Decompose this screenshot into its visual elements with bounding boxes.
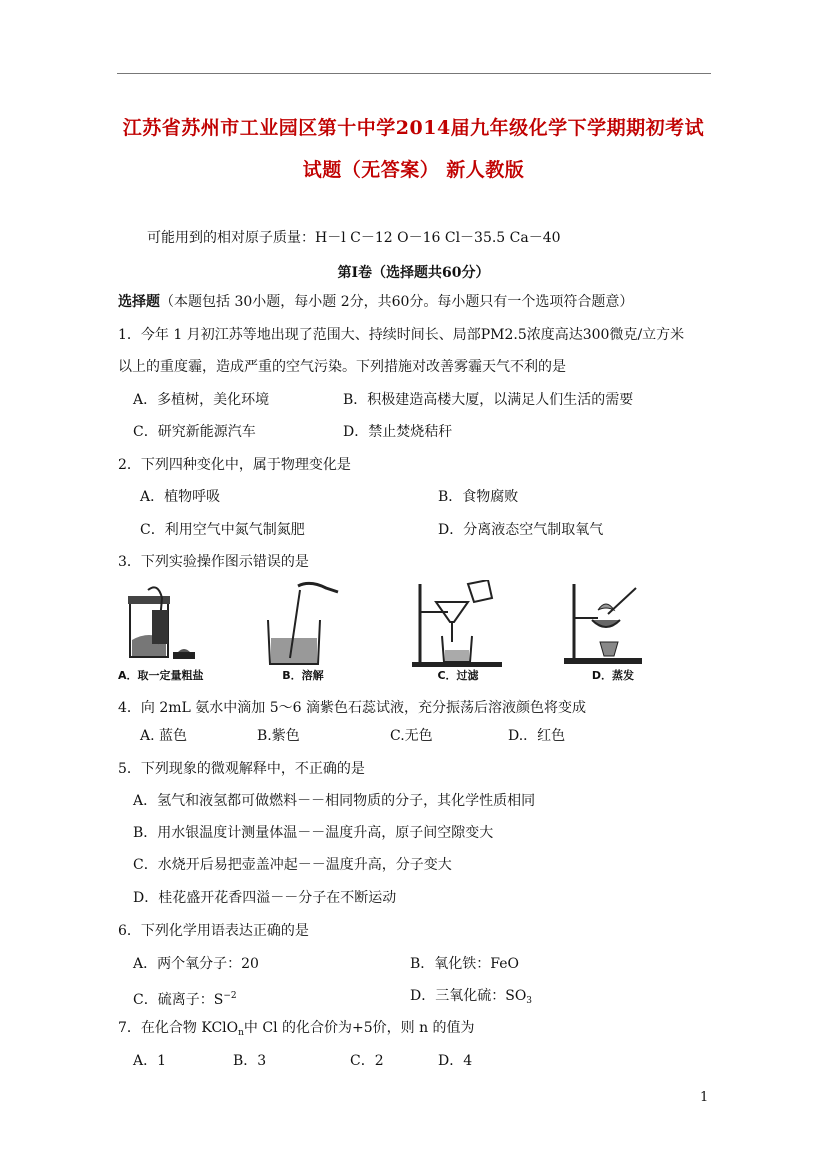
q4-option-a: A. 蓝色 bbox=[140, 728, 188, 744]
q6-option-d bbox=[410, 987, 532, 1010]
q4-stem: 4．向 2mL 氨水中滴加 5～6 滴紫色石蕊试液，充分振荡后溶液颜色将变成 bbox=[118, 700, 587, 716]
q6-option-c-text: C．硫离子：S bbox=[133, 992, 224, 1008]
q6-option-d-text: D．三氧化硫：SO bbox=[410, 988, 527, 1004]
q3-figure-b bbox=[258, 580, 348, 685]
q1-stem-line1: 1．今年 1 月初江苏等地出现了范围大、持续时间长、局部PM2.5浓度高达300微克/立方米 bbox=[118, 327, 685, 343]
q4-option-d: D.．红色 bbox=[508, 728, 566, 744]
q7-stem-pre: 7．在化合物 KClO bbox=[118, 1020, 239, 1036]
q7-option-b: B．3 bbox=[233, 1053, 267, 1069]
q3-figure-strip bbox=[118, 580, 663, 685]
q6-option-b: B．氧化铁：FeO bbox=[410, 956, 519, 972]
q3-caption-d: D．蒸发 bbox=[591, 669, 635, 682]
page-number: 1 bbox=[700, 1090, 709, 1105]
instructions-label: 选择题 bbox=[118, 294, 160, 310]
q7-option-a: A．1 bbox=[133, 1053, 167, 1069]
evaporation-illustration bbox=[558, 580, 668, 668]
q7-stem-subscript: n bbox=[238, 1028, 244, 1038]
q5-option-d: D．桂花盛开花香四溢－－分子在不断运动 bbox=[133, 890, 397, 906]
q4-option-c: C.无色 bbox=[390, 728, 433, 744]
jar-spoon-illustration bbox=[118, 580, 243, 668]
instructions bbox=[118, 293, 633, 311]
q6-stem: 6．下列化学用语表达正确的是 bbox=[118, 923, 309, 939]
q5-stem: 5．下列现象的微观解释中，不正确的是 bbox=[118, 761, 365, 777]
q3-figure-d bbox=[558, 580, 668, 685]
q3-stem: 3．下列实验操作图示错误的是 bbox=[118, 554, 309, 570]
q6-option-a: A．两个氧分子：20 bbox=[133, 956, 259, 972]
filtration-illustration bbox=[408, 580, 508, 668]
beaker-stirring-illustration bbox=[258, 580, 348, 668]
q1-option-d: D．禁止焚烧秸秆 bbox=[343, 424, 453, 440]
document-title-line2: 试题（无答案） 新人教版 bbox=[302, 159, 525, 181]
q4-option-b: B.紫色 bbox=[257, 728, 300, 744]
q2-option-b: B．食物腐败 bbox=[438, 489, 519, 505]
q3-caption-a: A．取一定量粗盐 bbox=[118, 669, 204, 682]
q7-option-c: C．2 bbox=[350, 1053, 384, 1069]
q3-caption-c: C．过滤 bbox=[437, 669, 479, 682]
q5-option-b: B．用水银温度计测量体温－－温度升高，原子间空隙变大 bbox=[133, 825, 494, 841]
instructions-text: （本题包括 30小题，每小题 2分，共60分。每小题只有一个选项符合题意） bbox=[160, 294, 634, 310]
q1-option-c: C．研究新能源汽车 bbox=[133, 424, 256, 440]
q7-stem bbox=[118, 1019, 475, 1042]
q5-option-c: C．水烧开后易把壶盖冲起－－温度升高，分子变大 bbox=[133, 857, 452, 873]
q6-option-c bbox=[133, 987, 237, 1009]
section-title: 第Ⅰ卷（选择题共60分） bbox=[337, 265, 490, 281]
q2-option-a: A．植物呼吸 bbox=[140, 489, 221, 505]
header-rule bbox=[117, 73, 711, 74]
q1-stem-line2: 以上的重度霾，造成严重的空气污染。下列措施对改善雾霾天气不利的是 bbox=[118, 359, 566, 375]
q3-caption-b: B．溶解 bbox=[282, 669, 324, 682]
q2-option-d: D．分离液态空气制取氧气 bbox=[438, 522, 604, 538]
q2-option-c: C．利用空气中氮气制氮肥 bbox=[140, 522, 305, 538]
q2-stem: 2．下列四种变化中，属于物理变化是 bbox=[118, 457, 351, 473]
q3-figure-a bbox=[118, 580, 243, 685]
q6-option-c-superscript: −2 bbox=[223, 991, 237, 1001]
q1-option-b: B．积极建造高楼大厦，以满足人们生活的需要 bbox=[343, 392, 634, 408]
q7-option-d: D．4 bbox=[438, 1053, 473, 1069]
q1-option-a: A．多植树，美化环境 bbox=[133, 392, 270, 408]
q3-figure-c bbox=[408, 580, 508, 685]
q7-stem-post: 中 Cl 的化合价为+5价，则 n 的值为 bbox=[243, 1020, 475, 1036]
q6-option-d-subscript: 3 bbox=[526, 996, 533, 1006]
q5-option-a: A．氢气和液氢都可做燃料－－相同物质的分子，其化学性质相同 bbox=[133, 793, 536, 809]
atomic-masses: 可能用到的相对原子质量：H－l C－12 O－16 Cl－35.5 Ca－40 bbox=[147, 230, 561, 246]
document-title-line1: 江苏省苏州市工业园区第十中学2014届九年级化学下学期期初考试 bbox=[122, 117, 705, 139]
